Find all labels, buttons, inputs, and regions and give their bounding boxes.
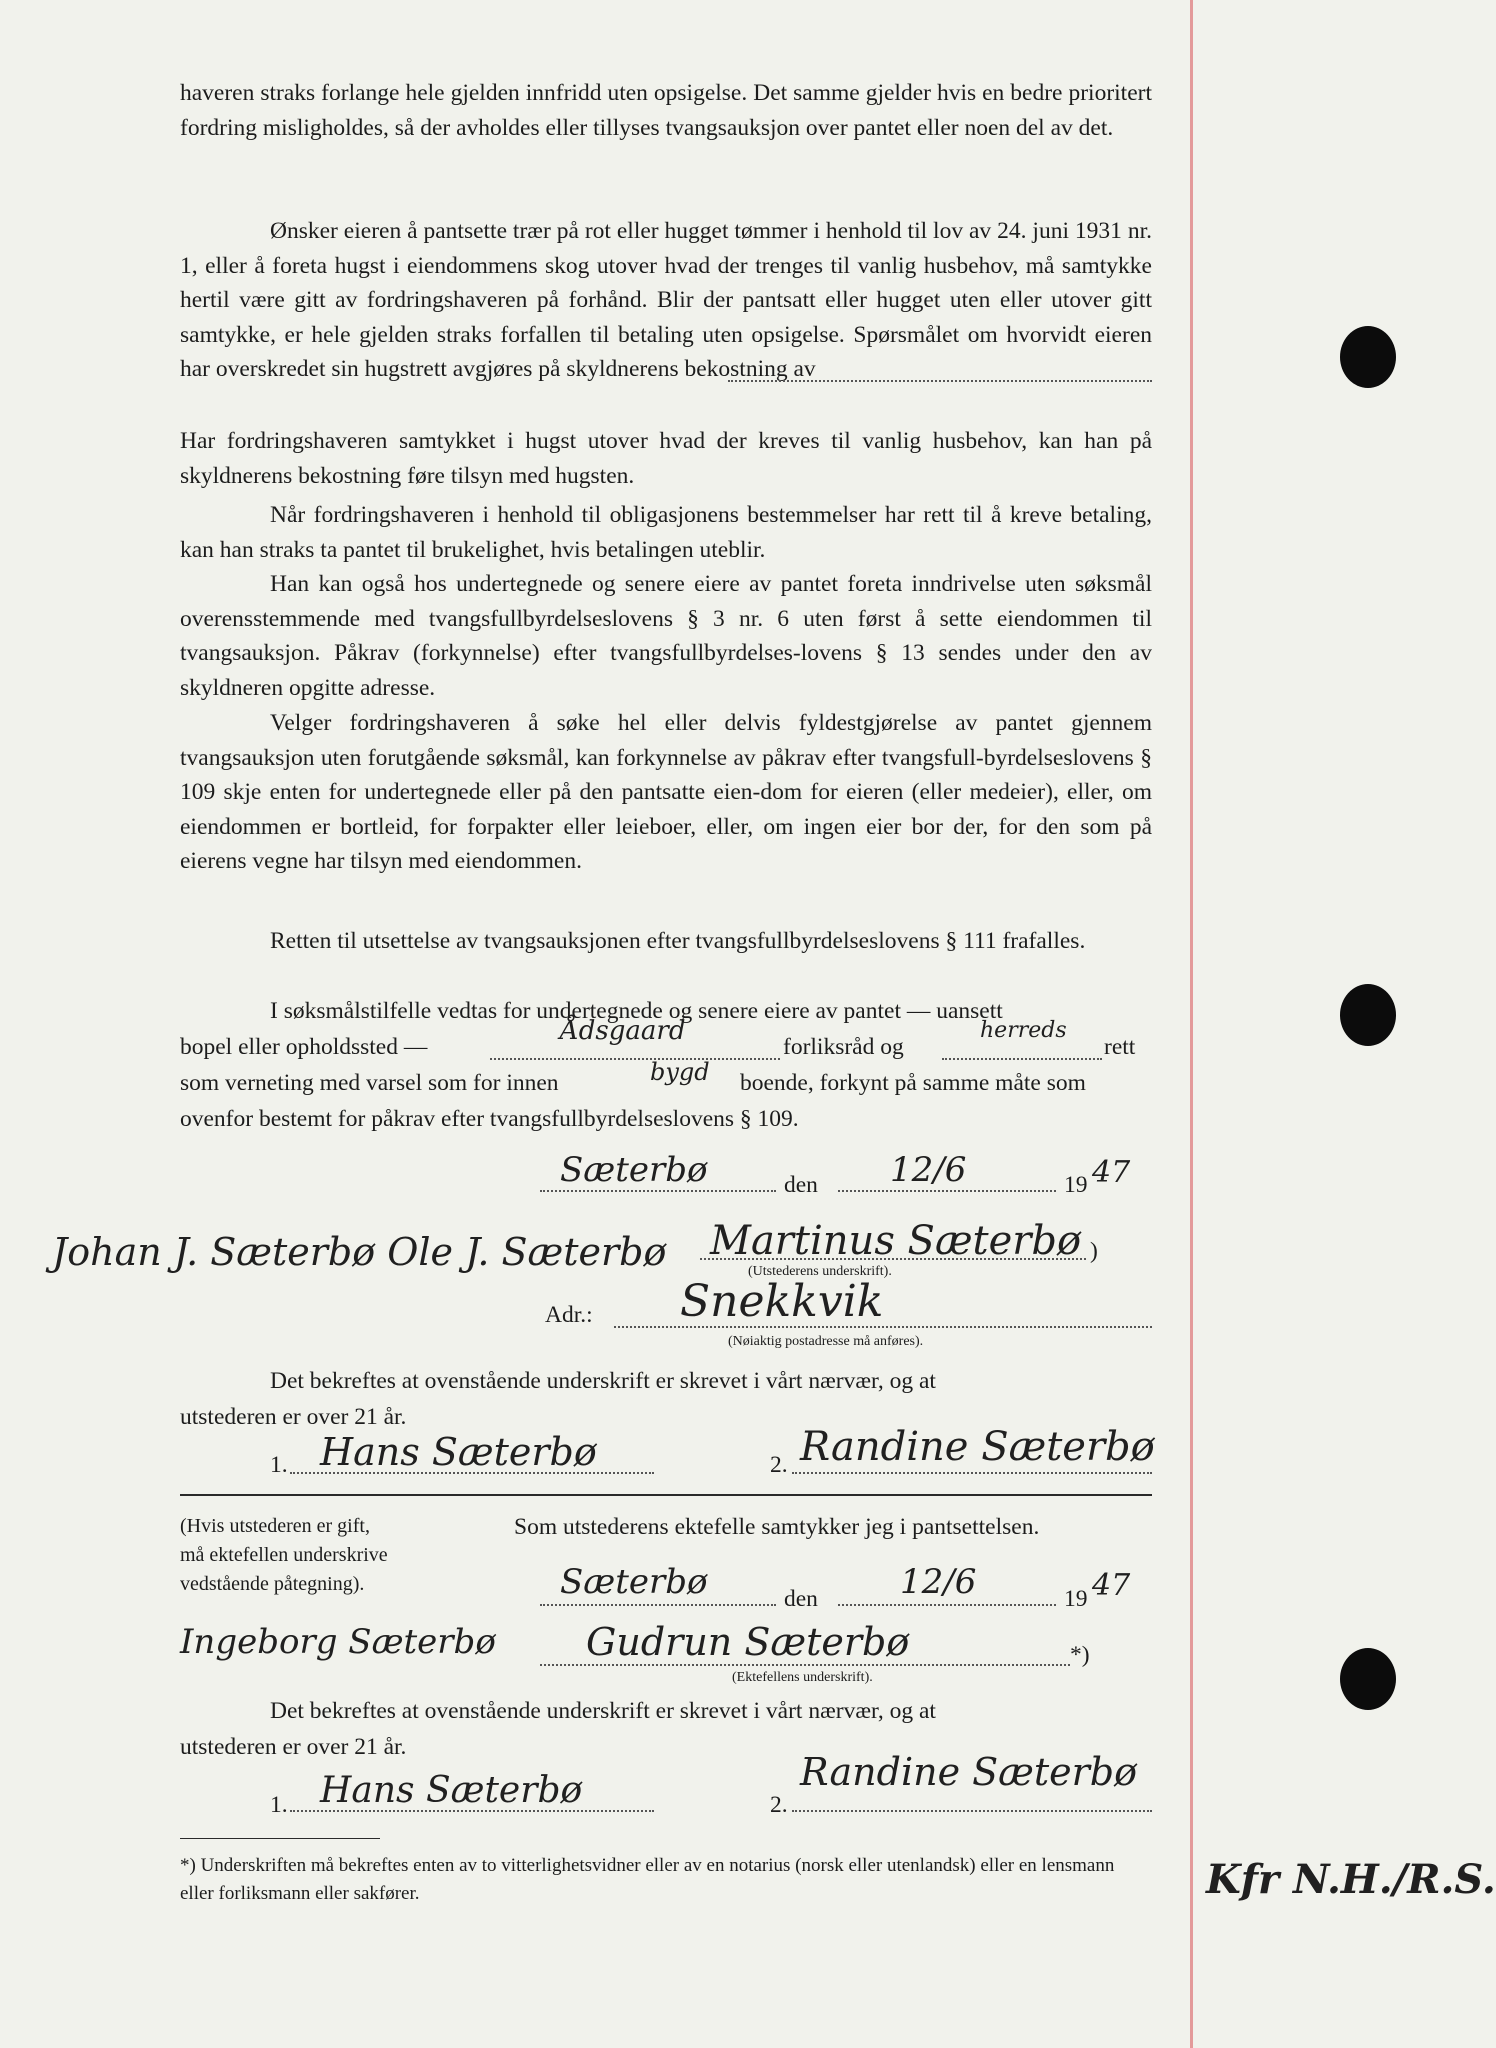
den-label-2: den xyxy=(784,1586,818,1612)
handwritten-place-2: Sæterbø xyxy=(560,1562,708,1602)
paragraph-8-line-2b: forliksråd og xyxy=(783,1034,904,1060)
year-prefix-2: 19 xyxy=(1064,1586,1088,1612)
paragraph-4-text: Når fordringshaveren i henhold til obligasjonens bestemmelser har rett til å kreve betaling, kan han straks ta pantet til brukelighet, hvis betalingen uteblir. xyxy=(180,502,1152,563)
handwritten-witness-1b: Hans Sæterbø xyxy=(320,1770,583,1811)
address-note: (Nøiaktig postadresse må anføres). xyxy=(728,1334,924,1349)
paragraph-8-line-2a: bopel eller opholdssted — xyxy=(180,1034,428,1060)
handwritten-extra-signers: Johan J. Sæterbø Ole J. Sæterbø xyxy=(52,1230,667,1274)
paragraph-7-text: Retten til utsettelse av tvangsauksjonen efter tvangsfullbyrdelseslovens § 111 frafalles. xyxy=(270,928,1086,954)
handwritten-forliksrad: Ådsgaard xyxy=(560,1016,686,1046)
binder-hole-bottom xyxy=(1340,1648,1396,1710)
handwritten-extra-spouse: Ingeborg Sæterbø xyxy=(180,1622,496,1662)
handwritten-witness-2: Randine Sæterbø xyxy=(800,1424,1155,1470)
date-blank-2 xyxy=(838,1604,1056,1606)
red-margin-line xyxy=(1190,0,1193,2048)
witness-text-2-line-1: Det bekreftes at ovenstående underskrift er skrevet i vårt nærvær, og at xyxy=(270,1698,936,1724)
witness-number-2: 2. xyxy=(770,1452,788,1478)
married-note-line-1: (Hvis utstederen er gift, xyxy=(180,1515,370,1537)
binder-hole-top xyxy=(1340,326,1396,388)
paragraph-4 xyxy=(180,498,1152,567)
married-note-line-2: må ektefellen underskrive xyxy=(180,1544,388,1566)
signature-close-paren: ) xyxy=(1090,1238,1098,1264)
witness-text-1-line-2: utstederen er over 21 år. xyxy=(180,1404,407,1430)
handwritten-place-1: Sæterbø xyxy=(560,1150,708,1190)
paragraph-2-text: Ønsker eieren å pantsette trær på rot eller hugget tømmer i henhold til lov av 24. juni 1931 nr. 1, eller å foreta hugst i eiendommens skog utover hvad der trenges til vanlig husbehov, må samtykke hertil være gitt av fordringshaveren på forhånd. Blir der pantsatt eller hugget uten eller utover gitt samtykke, er hele gjelden straks forfallen til betaling uten opsigelse. Spørsmålet om hvorvidt eieren har overskredet sin hugstrett avgjøres på skyldnerens bekostning av xyxy=(180,218,1152,382)
forliksrad-blank xyxy=(490,1058,780,1060)
handwritten-date-2: 12/6 xyxy=(900,1562,977,1602)
den-label-1: den xyxy=(784,1172,818,1198)
year-prefix-1: 19 xyxy=(1064,1172,1088,1198)
witness-2-line xyxy=(792,1472,1152,1474)
issuer-signature-label: (Utstederens underskrift). xyxy=(748,1264,892,1279)
paragraph-8-line-3a: som verneting med varsel som for innen xyxy=(180,1070,559,1096)
witness-number-1: 1. xyxy=(270,1452,288,1478)
handwritten-signature-issuer: Martinus Sæterbø xyxy=(710,1218,1082,1264)
handwritten-margin-note: Kfr N.H./R.S. xyxy=(1206,1856,1496,1903)
place-blank-2 xyxy=(540,1604,776,1606)
witness-text-2-line-2: utstederen er over 21 år. xyxy=(180,1734,407,1760)
spouse-signature-label: (Ektefellens underskrift). xyxy=(732,1670,873,1685)
binder-hole-middle xyxy=(1340,984,1396,1046)
handwritten-spouse-signature: Gudrun Sæterbø xyxy=(586,1620,910,1664)
handwritten-witness-2b: Randine Sæterbø xyxy=(800,1750,1138,1794)
paragraph-8-line-3b: boende, forkynt på samme måte som xyxy=(740,1070,1086,1096)
handwritten-year-1: 47 xyxy=(1092,1155,1131,1190)
handwritten-year-2: 47 xyxy=(1092,1568,1131,1603)
handwritten-date-1: 12/6 xyxy=(890,1150,967,1190)
paragraph-8-line-4: ovenfor bestemt for påkrav efter tvangsfullbyrdelseslovens § 109. xyxy=(180,1106,799,1132)
paragraph-8-line-1: I søksmålstilfelle vedtas for undertegnede og senere eiere av pantet — uansett xyxy=(270,998,1003,1024)
court-blank xyxy=(942,1058,1102,1060)
paragraph-5 xyxy=(180,567,1152,705)
address-label: Adr.: xyxy=(545,1302,593,1328)
witness-2b-line xyxy=(792,1810,1152,1812)
spouse-consent-text: Som utstederens ektefelle samtykker jeg i pantsettelsen. xyxy=(514,1514,1040,1540)
place-blank-1 xyxy=(540,1190,776,1192)
handwritten-witness-1: Hans Sæterbø xyxy=(320,1430,597,1474)
paragraph-3: Har fordringshaveren samtykket i hugst utover hvad der kreves til vanlig husbehov, kan han på skyldnerens bekostning føre tilsyn med hugsten. xyxy=(180,428,1152,489)
date-blank-1 xyxy=(838,1190,1056,1192)
section-divider xyxy=(180,1494,1152,1496)
paragraph-1: haveren straks forlange hele gjelden innfridd uten opsigelse. Det samme gjelder hvis en bedre prioritert fordring misligholdes, så der avholdes eller tillyses tvangsauksjon over pantet eller noen del av det. xyxy=(180,80,1152,141)
handwritten-herreds: herreds xyxy=(980,1018,1067,1043)
paragraph-6 xyxy=(180,706,1152,879)
paragraph-6-text: Velger fordringshaveren å søke hel eller delvis fyldestgjørelse av pantet gjennem tvangsauksjon uten forutgående søksmål, kan forkynnelse av påkrav efter tvangsfull-byrdelseslovens § 109 skje enten for undertegnede eller på den pantsatte eien-dom for eieren (eller medeier), eller, om eiendommen er bortleid, for forpakter eller leieboer, eller, om ingen eier bor der, for den som på eierens vegne har tilsyn med eiendommen. xyxy=(180,710,1152,874)
paragraph-2 xyxy=(180,214,1152,387)
witness-number-1b: 1. xyxy=(270,1792,288,1818)
footnote-rule xyxy=(180,1838,380,1839)
paragraph-8-line-2c: rett xyxy=(1104,1034,1136,1060)
handwritten-address: Snekkvik xyxy=(680,1276,884,1327)
footnote: *) Underskriften må bekreftes enten av to vitterlighetsvidner eller av en notarius (norsk eller utenlandsk) eller en lensmann eller forliksmann eller sakfører. xyxy=(180,1855,1115,1904)
married-note-line-3: vedstående påtegning). xyxy=(180,1573,365,1595)
spouse-close: *) xyxy=(1070,1642,1090,1668)
dotted-fill-line xyxy=(728,380,1152,382)
paragraph-5-text: Han kan også hos undertegnede og senere eiere av pantet foreta inndrivelse uten søksmål overensstemmende med tvangsfullbyrdelseslovens § 3 nr. 6 uten først å sette eiendommen til tvangsauksjon. Påkrav (forkynnelse) efter tvangsfullbyrdelses-lovens § 13 sendes under den av skyldneren opgitte adresse. xyxy=(180,571,1152,701)
handwritten-bygd: bygd xyxy=(650,1058,710,1086)
witness-number-2b: 2. xyxy=(770,1792,788,1818)
spouse-signature-line xyxy=(540,1664,1070,1666)
paragraph-7 xyxy=(180,924,1152,959)
witness-text-1-line-1: Det bekreftes at ovenstående underskrift er skrevet i vårt nærvær, og at xyxy=(270,1368,936,1394)
